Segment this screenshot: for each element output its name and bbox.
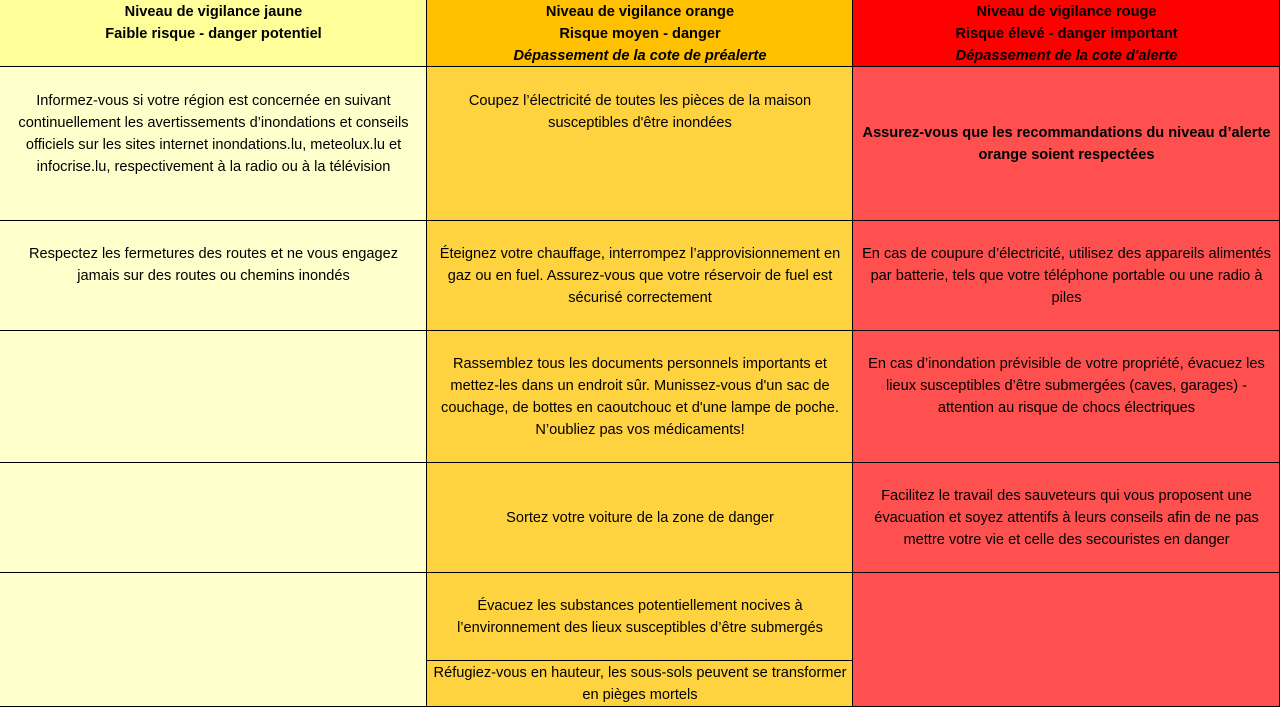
row-5-red xyxy=(853,573,1280,707)
row-1-yellow-text: Informez-vous si votre région est concernée en suivant continuellement les avertissements d’inondations et conseils officiels sur les sites internet inondations.lu, meteolux.lu et infocrise.lu, respectivement à la radio ou à la télévision xyxy=(18,93,409,175)
row-2-yellow xyxy=(0,221,427,331)
row-1-red-text: Assurez-vous que les recommandations du niveau d’alerte orange soient respectées xyxy=(862,125,1271,163)
row-1-orange-text: Coupez l’électricité de toutes les pièces de la maison susceptibles d'être inondées xyxy=(468,93,812,131)
header-orange-subtitle: Risque moyen - danger xyxy=(559,26,721,42)
row-4-orange xyxy=(427,463,853,573)
row-2-yellow-text: Respectez les fermetures des routes et ne vous engagez jamais sur des routes ou chemins inondés xyxy=(28,246,399,284)
header-yellow-block xyxy=(0,23,427,67)
header-orange-note: Dépassement de la cote de préalerte xyxy=(513,48,767,64)
rule-row-5-split xyxy=(427,660,853,661)
rule-row-1 xyxy=(0,220,1280,221)
row-4-yellow xyxy=(0,463,427,573)
header-yellow-title: Niveau de vigilance jaune xyxy=(0,0,427,23)
row-5-yellow xyxy=(0,573,427,707)
row-2-red xyxy=(853,221,1280,331)
row-5-orange-extra xyxy=(427,661,853,707)
header-yellow-subtitle: Faible risque - danger potentiel xyxy=(105,26,322,42)
row-1-orange xyxy=(427,67,853,221)
row-2-orange-text: Éteignez votre chauffage, interrompez l’approvisionnement en gaz ou en fuel. Assurez-vous que votre réservoir de fuel est sécurisé correctement xyxy=(439,246,841,306)
row-1-red xyxy=(853,67,1280,221)
header-orange-title: Niveau de vigilance orange xyxy=(427,0,853,23)
header-orange-block xyxy=(427,23,853,67)
row-3-red-text: En cas d’inondation prévisible de votre propriété, évacuez les lieux susceptibles d’être submergées (caves, garages) - attention au risque de chocs électriques xyxy=(868,356,1265,416)
rule-row-4 xyxy=(0,572,1280,573)
rule-col-2 xyxy=(852,0,853,707)
row-3-orange-text: Rassemblez tous les documents personnels importants et mettez-les dans un endroit sûr. Munissez-vous d'un sac de couchage, de bottes en caoutchouc et d'une lampe de poche. N’oubliez pas vos médicaments! xyxy=(441,356,839,438)
rule-row-2 xyxy=(0,330,1280,331)
rule-header-bottom xyxy=(0,66,1280,67)
row-3-red xyxy=(853,331,1280,463)
row-4-red-text: Facilitez le travail des sauveteurs qui vous proposent une évacuation et soyez attentifs à leurs conseils afin de ne pas mettre votre vie et celle des secouristes en danger xyxy=(874,488,1259,548)
row-4-orange-text: Sortez votre voiture de la zone de danger xyxy=(506,510,774,526)
row-2-red-text: En cas de coupure d’électricité, utilisez des appareils alimentés par batterie, tels que votre téléphone portable ou une radio à piles xyxy=(862,246,1271,306)
header-red-title: Niveau de vigilance rouge xyxy=(853,0,1280,23)
row-5-orange-extra-text: Réfugiez-vous en hauteur, les sous-sols peuvent se transformer en pièges mortels xyxy=(433,665,847,703)
header-red-block xyxy=(853,23,1280,67)
row-1-yellow xyxy=(0,67,427,221)
row-2-orange xyxy=(427,221,853,331)
row-4-red xyxy=(853,463,1280,573)
header-red-note: Dépassement de la cote d'alerte xyxy=(955,48,1178,64)
row-3-orange xyxy=(427,331,853,463)
row-5-orange xyxy=(427,573,853,661)
rule-col-1 xyxy=(426,0,427,707)
rule-row-3 xyxy=(0,462,1280,463)
header-red-subtitle: Risque élevé - danger important xyxy=(955,26,1178,42)
row-3-yellow xyxy=(0,331,427,463)
row-5-orange-text: Évacuez les substances potentiellement nocives à l’environnement des lieux susceptibles d’être submergés xyxy=(457,598,823,636)
